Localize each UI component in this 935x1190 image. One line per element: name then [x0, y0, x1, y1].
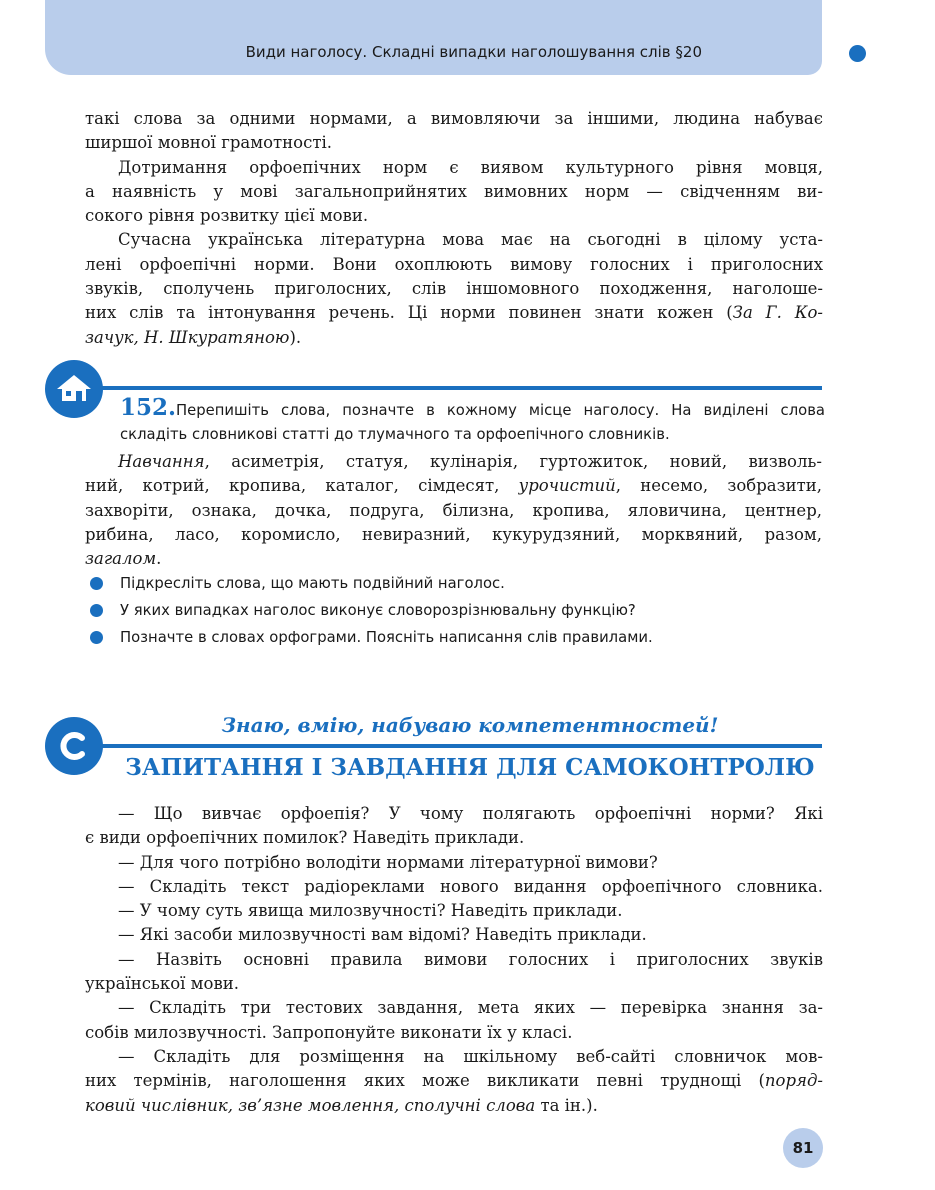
- section-divider: [100, 744, 822, 748]
- text-line: Сучасна українська літературна мова має на сьогодні в цілому уста-: [118, 230, 823, 250]
- text-segment: них слів та інтонування речень. Ці норми повинен знати кожен (: [85, 303, 733, 323]
- text-line: звуків, сполучень приголосних, слів іншомовного походження, наголоше-: [85, 279, 823, 299]
- bullet-text: Позначте в словах орфограми. Поясніть написання слів правилами.: [120, 629, 653, 646]
- bullet-icon: [90, 577, 103, 590]
- bullet-text: У яких випадках наголос виконує словорозрізнювальну функцію?: [120, 602, 636, 619]
- text-line: — Складіть текст радіореклами нового видання орфоепічного словника.: [118, 876, 823, 896]
- text-line: Перепишіть слова, позначте в кожному місце наголосу. На виділені слова: [176, 402, 825, 419]
- text-segment: ний, котрий, кропива, каталог, сімдесят,: [85, 476, 519, 496]
- home-icon: [45, 360, 103, 418]
- text-line: складіть словникові статті до тлумачного та орфоепічного словників.: [120, 426, 670, 443]
- text-line: — У чому суть явища милозвучності? Наведіть приклади.: [118, 901, 623, 921]
- text-line: а наявність у мові загальноприйнятих вимовних норм — свідченням ви-: [85, 181, 823, 201]
- list-item: [90, 570, 830, 597]
- c-circle-icon: [45, 717, 103, 775]
- section-title: ЗАПИТАННЯ І ЗАВДАННЯ ДЛЯ САМОКОНТРОЛЮ: [125, 754, 815, 781]
- self-check-questions: [85, 802, 823, 1118]
- text-segment: .: [156, 549, 162, 569]
- page-header: [45, 0, 822, 75]
- text-line: захворіти, ознака, дочка, подруга, білизна, кропива, яловичина, центнер,: [85, 500, 822, 520]
- text-line: [85, 474, 822, 498]
- page-number: 81: [783, 1128, 823, 1168]
- text-line: української мови.: [85, 974, 239, 994]
- highlighted-word: урочистий: [518, 476, 616, 496]
- term-example: ковий числівник, зв’язне мовлення, сполучні слова: [85, 1095, 536, 1115]
- text-line: — Що вивчає орфоепія? У чому полягають орфоепічні норми? Які: [118, 804, 823, 823]
- text-line: — Складіть три тестових завдання, мета яких — перевірка знання за-: [118, 998, 823, 1018]
- text-line: рибина, ласо, коромисло, невиразний, кукурудзяний, морквяний, разом,: [85, 524, 822, 544]
- bullet-icon: [90, 604, 103, 617]
- text-segment: та ін.).: [535, 1095, 598, 1115]
- highlighted-word: Навчання: [118, 452, 205, 471]
- text-line: [85, 301, 823, 325]
- text-line: [85, 326, 823, 350]
- text-line: такі слова за одними нормами, а вимовляючи за іншими, людина набуває: [85, 109, 823, 128]
- task-instruction: [120, 399, 825, 447]
- text-line: сокого рівня розвитку цієї мови.: [85, 206, 369, 226]
- text-line: [85, 547, 822, 571]
- task-word-list: [85, 450, 822, 571]
- intro-text: [85, 107, 823, 350]
- text-line: — Які засоби милозвучності вам відомі? Наведіть приклади.: [118, 925, 647, 945]
- text-line: — Назвіть основні правила вимови голосних і приголосних звуків: [118, 949, 823, 969]
- section-subtitle: Знаю, вмію, набуваю компетентностей!: [221, 713, 719, 737]
- task-number: 152.: [120, 394, 177, 421]
- text-line: ширшої мовної грамотності.: [85, 133, 332, 153]
- text-line: — Складіть для розміщення на шкільному веб-сайті словничок мов-: [118, 1046, 823, 1066]
- text-line: [85, 450, 822, 474]
- text-segment: ).: [289, 327, 302, 347]
- text-line: — Для чого потрібно володіти нормами літературної вимови?: [118, 852, 658, 872]
- list-item: [90, 624, 830, 651]
- text-line: лені орфоепічні норми. Вони охоплюють вимову голосних і приголосних: [85, 254, 823, 274]
- task-bullet-list: [90, 570, 830, 651]
- header-title: Види наголосу. Складні випадки наголошування слів §20: [245, 43, 702, 61]
- list-item: [90, 597, 830, 624]
- text-segment: них термінів, наголошення яких може викликати певні труднощі (: [85, 1071, 765, 1091]
- bullet-text: Підкресліть слова, що мають подвійний наголос.: [120, 575, 505, 592]
- term-example: поряд-: [764, 1071, 823, 1091]
- bullet-icon: [90, 631, 103, 644]
- header-bullet-icon: [849, 45, 866, 62]
- highlighted-word: загалом: [85, 549, 157, 569]
- source-citation: зачук, Н. Шкуратяною: [85, 327, 290, 347]
- section-divider: [100, 386, 822, 390]
- text-line: собів милозвучності. Запропонуйте виконати їх у класі.: [85, 1022, 573, 1042]
- source-citation: За Г. Ко-: [732, 303, 823, 323]
- text-line: [85, 1094, 823, 1118]
- text-line: Дотримання орфоепічних норм є виявом культурного рівня мовця,: [118, 157, 823, 177]
- text-segment: , асиметрія, статуя, кулінарія, гуртожиток, новий, визволь-: [204, 452, 822, 471]
- text-line: є види орфоепічних помилок? Наведіть приклади.: [85, 828, 525, 848]
- text-segment: , несемо, зобразити,: [615, 476, 822, 496]
- text-line: [85, 1069, 823, 1093]
